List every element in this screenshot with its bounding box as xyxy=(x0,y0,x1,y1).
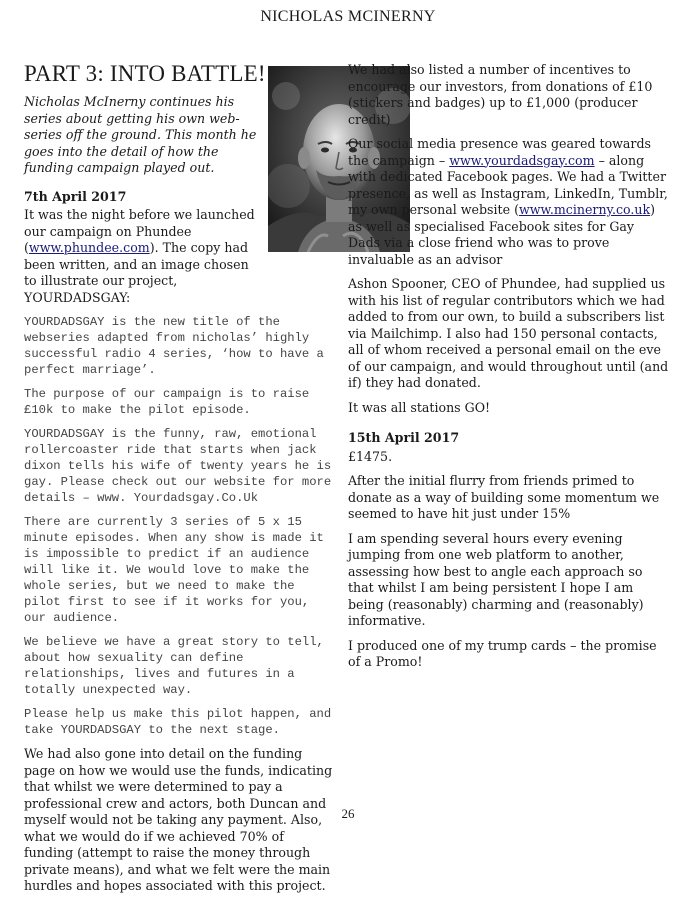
paragraph-social-media xyxy=(348,136,670,268)
paragraph-web-platforms: I am spending several hours every evening jumping from one web platform to another, assessing how best to angle each approach so that whilst I am being persistent I hope I am being (reasonably) charming and (reasonably) informative. xyxy=(348,530,644,628)
text-fragment: ) as well as specialised Facebook sites for Gay Dads via a close friend who was to prove invaluable as an advisor xyxy=(348,202,656,267)
campaign-quote-2: The purpose of our campaign is to raise £10k to make the pilot episode. xyxy=(24,387,310,417)
text-fragment: – along with dedicated Facebook pages. We had a Twitter presence, as well as Instagram, LinkedIn, Tumblr, my own personal website ( xyxy=(348,152,668,217)
mcinerny-link[interactable]: www.mcinerny.co.uk xyxy=(518,202,651,217)
campaign-quote-4: There are currently 3 series of 5 x 15 minute episodes. When any show is made it is impossible to predict if an audience will like it. We would love to make the whole series, but we need to make the pilot first to see if it works for you, our audience. xyxy=(24,515,324,625)
paragraph-stations-go: It was all stations GO! xyxy=(348,399,491,415)
campaign-quote-6: Please help us make this pilot happen, and take YOURDADSGAY to the next stage. xyxy=(24,707,332,737)
phundee-link[interactable]: www.phundee.com xyxy=(28,240,150,255)
page-number: 26 xyxy=(341,806,355,821)
campaign-quote-1: YOURDADSGAY is the new title of the webseries adapted from nicholas’ highly successful radio 4 series, ‘how to have a perfect marriage’. xyxy=(24,315,324,377)
right-column xyxy=(348,62,670,679)
left-column xyxy=(24,60,334,903)
entry-date-7-april: 7th April 2017 xyxy=(24,188,127,204)
entry-date-15-april: 15th April 2017 xyxy=(348,430,460,445)
campaign-quote-5: We believe we have a great story to tell, about how sexuality can define relationships, lives and futures in a totally unexpected way. xyxy=(24,635,324,697)
running-title: NICHOLAS MCINERNY xyxy=(260,8,436,25)
article-title: PART 3: INTO BATTLE! xyxy=(24,61,266,86)
paragraph-trump-cards: I produced one of my trump cards – the promise of a Promo! xyxy=(348,637,657,669)
article-standfirst: Nicholas McInerny continues his series about getting his own web-series off the ground. This month he goes into the detail of how the funding campaign played out. xyxy=(24,94,257,175)
paragraph-launch-night xyxy=(24,207,260,306)
text-fragment: Our social media presence was geared towards the campaign – xyxy=(348,136,651,168)
campaign-quote-3: YOURDADSGAY is the funny, raw, emotional rollercoaster ride that starts when jack dixon tells his wife of twenty years he is gay. Please check out our website for more details – www. Yourdadsgay.Co.Uk xyxy=(24,427,332,505)
paragraph-mailchimp: Ashon Spooner, CEO of Phundee, had supplied us with his list of regular contributors which we had added to from our own, to build a subscribers list via Mailchimp. I also had 150 personal contacts, all of whom received a personal email on the eve of our campaign, and would throughout until (and if) they had donated. xyxy=(348,276,669,390)
paragraph-incentives: We had also listed a number of incentives to encourage our investors, from donations of £10 (stickers and badges) up to £1,000 (producer credit) xyxy=(348,62,653,127)
yourdadsgay-link[interactable]: www.yourdadsgay.com xyxy=(449,152,595,168)
text-fragment: ). The copy had been written, and an image chosen to illustrate our project, YOURDADSGAY: xyxy=(24,240,249,305)
paragraph-amount: £1475. xyxy=(348,448,393,464)
paragraph-initial-flurry: After the initial flurry from friends primed to donate as a way of building some momentum we seemed to have hit just under 15% xyxy=(348,473,660,521)
paragraph-funding-details: We had also gone into detail on the funding page on how we would use the funds, indicating that whilst we were determined to pay a professional crew and actors, both Duncan and myself would not be taking any payment. Also, what we would do if we achieved 70% of funding (attempt to raise the money through private means), and what we felt were the main hurdles and hopes associated with this project. xyxy=(24,746,333,893)
text-fragment: It was the night before we launched our campaign on Phundee ( xyxy=(24,207,255,255)
